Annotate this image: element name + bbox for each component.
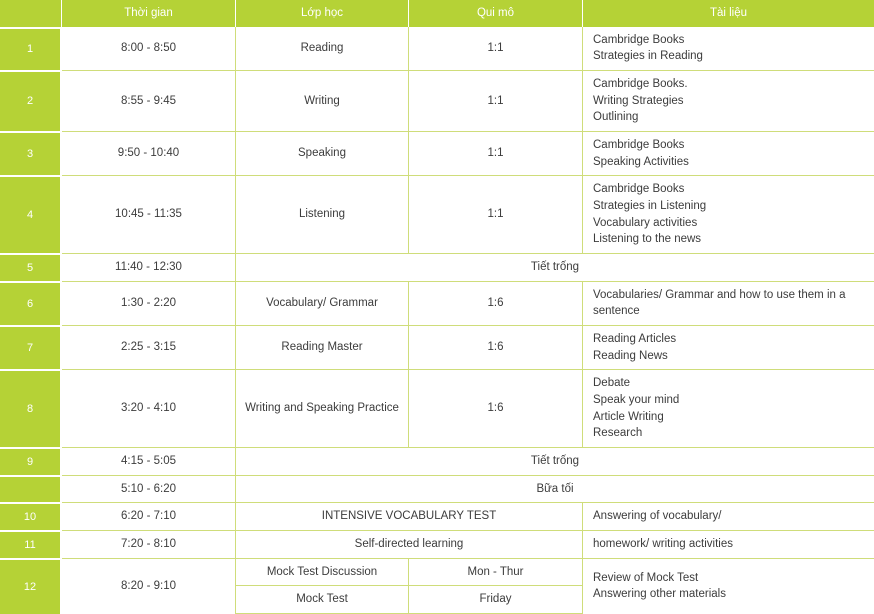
cell-time: 7:20 - 8:10 bbox=[62, 530, 236, 558]
material-line: Answering other materials bbox=[593, 588, 726, 601]
material-line: Answering of vocabulary/ bbox=[593, 510, 722, 523]
table-body bbox=[0, 27, 874, 614]
table-row bbox=[0, 253, 874, 281]
column-header-index bbox=[0, 0, 62, 27]
column-header-materials: Tài liệu bbox=[583, 0, 874, 27]
cell-time: 4:15 - 5:05 bbox=[62, 447, 236, 475]
cell-time: 2:25 - 3:15 bbox=[62, 325, 236, 369]
material-line: Reading Articles bbox=[593, 333, 677, 346]
cell-size: 1:1 bbox=[409, 70, 583, 131]
row-index bbox=[0, 475, 62, 503]
row-index: 3 bbox=[0, 131, 62, 175]
column-header-time: Thời gian bbox=[62, 0, 236, 27]
material-line: Vocabularies/ Grammar and how to use them in a sentence bbox=[593, 288, 846, 318]
material-line: Review of Mock Test bbox=[593, 571, 699, 584]
cell-time: 6:20 - 7:10 bbox=[62, 502, 236, 530]
cell-materials bbox=[583, 281, 874, 325]
material-line: Cambridge Books bbox=[593, 139, 685, 151]
row-index: 6 bbox=[0, 281, 62, 325]
cell-merged-label: Tiết trống bbox=[236, 447, 874, 475]
material-line: Listening to the news bbox=[593, 233, 702, 246]
cell-time: 8:55 - 9:45 bbox=[62, 70, 236, 131]
material-line: Reading News bbox=[593, 349, 668, 362]
cell-class: Mock Test bbox=[236, 585, 409, 614]
table-header bbox=[0, 0, 874, 27]
cell-materials bbox=[583, 325, 874, 369]
row-index: 10 bbox=[0, 502, 62, 530]
cell-size: 1:1 bbox=[409, 131, 583, 175]
cell-class: Mock Test Discussion bbox=[236, 558, 409, 586]
cell-materials bbox=[583, 175, 874, 253]
cell-materials bbox=[583, 558, 874, 614]
table-row bbox=[0, 131, 874, 175]
cell-class: INTENSIVE VOCABULARY TEST bbox=[236, 502, 583, 530]
cell-size: 1:6 bbox=[409, 325, 583, 369]
row-index: 4 bbox=[0, 175, 62, 253]
cell-merged-label: Tiết trống bbox=[236, 253, 874, 281]
cell-class: Writing and Speaking Practice bbox=[236, 369, 409, 447]
cell-size: Mon - Thur bbox=[409, 558, 583, 586]
cell-size: 1:1 bbox=[409, 175, 583, 253]
table-row bbox=[0, 281, 874, 325]
table-row bbox=[0, 70, 874, 131]
material-line: Outlining bbox=[593, 111, 639, 124]
cell-materials bbox=[583, 502, 874, 530]
header-row bbox=[0, 0, 874, 27]
cell-size: 1:1 bbox=[409, 27, 583, 70]
row-index: 5 bbox=[0, 253, 62, 281]
table-row bbox=[0, 325, 874, 369]
cell-materials bbox=[583, 70, 874, 131]
cell-class: Reading bbox=[236, 27, 409, 70]
table-row bbox=[0, 369, 874, 447]
cell-time: 3:20 - 4:10 bbox=[62, 369, 236, 447]
table-row bbox=[0, 175, 874, 253]
cell-materials bbox=[583, 369, 874, 447]
column-header-class: Lớp học bbox=[236, 0, 409, 27]
cell-materials bbox=[583, 530, 874, 558]
table-row bbox=[0, 558, 874, 586]
material-line: Speaking Activities bbox=[593, 155, 689, 168]
material-line: Speak your mind bbox=[593, 394, 680, 407]
column-header-size: Qui mô bbox=[409, 0, 583, 27]
cell-materials bbox=[583, 131, 874, 175]
cell-merged-label: Bữa tối bbox=[236, 475, 874, 503]
material-line: Debate bbox=[593, 377, 631, 390]
material-line: Research bbox=[593, 427, 643, 440]
row-index: 8 bbox=[0, 369, 62, 447]
cell-size: Friday bbox=[409, 585, 583, 614]
cell-time: 5:10 - 6:20 bbox=[62, 475, 236, 503]
cell-size: 1:6 bbox=[409, 281, 583, 325]
material-line: Strategies in Reading bbox=[593, 50, 703, 63]
material-line: Strategies in Listening bbox=[593, 200, 707, 213]
cell-class: Self-directed learning bbox=[236, 530, 583, 558]
material-line: Writing Strategies bbox=[593, 94, 684, 107]
material-line: Article Writing bbox=[593, 410, 664, 423]
cell-materials bbox=[583, 27, 874, 70]
material-line: Vocabulary activities bbox=[593, 216, 698, 229]
cell-time: 8:20 - 9:10 bbox=[62, 558, 236, 614]
material-line: Cambridge Books bbox=[593, 33, 685, 46]
row-index: 7 bbox=[0, 325, 62, 369]
cell-class: Vocabulary/ Grammar bbox=[236, 281, 409, 325]
row-index: 12 bbox=[0, 558, 62, 614]
cell-time: 11:40 - 12:30 bbox=[62, 253, 236, 281]
table-row bbox=[0, 27, 874, 70]
cell-time: 1:30 - 2:20 bbox=[62, 281, 236, 325]
table-row bbox=[0, 530, 874, 558]
cell-class: Reading Master bbox=[236, 325, 409, 369]
cell-time: 9:50 - 10:40 bbox=[62, 131, 236, 175]
row-index: 9 bbox=[0, 447, 62, 475]
table-row bbox=[0, 475, 874, 503]
cell-time: 10:45 - 11:35 bbox=[62, 175, 236, 253]
material-line: homework/ writing activities bbox=[593, 538, 733, 551]
row-index: 1 bbox=[0, 27, 62, 70]
cell-class: Speaking bbox=[236, 131, 409, 175]
table-row bbox=[0, 502, 874, 530]
cell-size: 1:6 bbox=[409, 369, 583, 447]
row-index: 2 bbox=[0, 70, 62, 131]
cell-class: Listening bbox=[236, 175, 409, 253]
table-row bbox=[0, 447, 874, 475]
cell-time: 8:00 - 8:50 bbox=[62, 27, 236, 70]
row-index: 11 bbox=[0, 530, 62, 558]
cell-class: Writing bbox=[236, 70, 409, 131]
material-line: Cambridge Books bbox=[593, 183, 685, 196]
material-line: Cambridge Books. bbox=[593, 77, 688, 90]
